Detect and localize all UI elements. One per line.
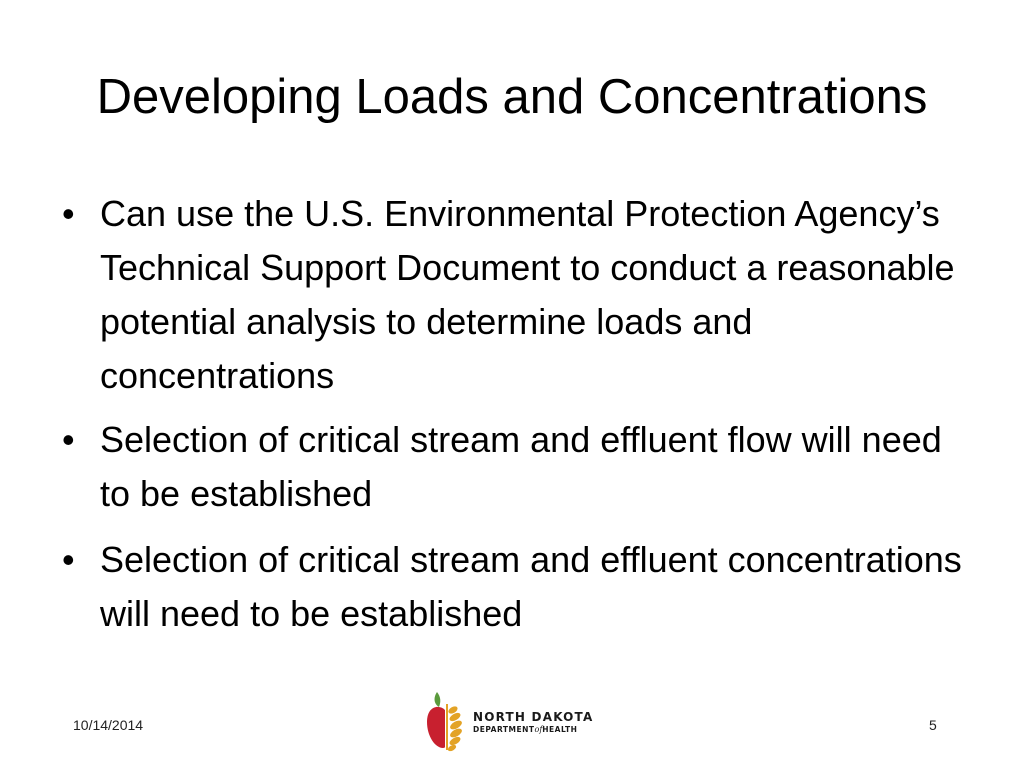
bullet-icon: • bbox=[62, 193, 75, 234]
nd-health-logo bbox=[425, 690, 615, 754]
bullet-text: Selection of critical stream and effluent concentrations will need to be established bbox=[100, 539, 962, 634]
bullet-item bbox=[62, 533, 962, 641]
bullet-icon: • bbox=[62, 419, 75, 460]
bullet-item bbox=[62, 187, 962, 403]
slide-title: Developing Loads and Concentrations bbox=[96, 70, 928, 124]
bullet-text: Selection of critical stream and effluent flow will need to be established bbox=[100, 419, 942, 514]
logo-line2 bbox=[473, 724, 615, 736]
logo-line1: NORTH DAKOTA bbox=[473, 710, 594, 724]
logo-line2-of: of bbox=[534, 725, 543, 734]
bullet-list bbox=[62, 187, 962, 651]
bullet-icon: • bbox=[62, 539, 75, 580]
logo-text bbox=[473, 710, 615, 736]
logo-line2-prefix: DEPARTMENT bbox=[473, 725, 535, 734]
page-number: 5 bbox=[929, 717, 937, 733]
bullet-text: Can use the U.S. Environmental Protection Agency’s Technical Support Document to conduct a reasonable potential analysis to determine loads and concentrations bbox=[100, 193, 955, 396]
apple-wheat-icon bbox=[425, 690, 469, 754]
footer-date: 10/14/2014 bbox=[73, 717, 144, 733]
bullet-item bbox=[62, 413, 962, 521]
logo-line2-suffix: HEALTH bbox=[542, 725, 578, 734]
